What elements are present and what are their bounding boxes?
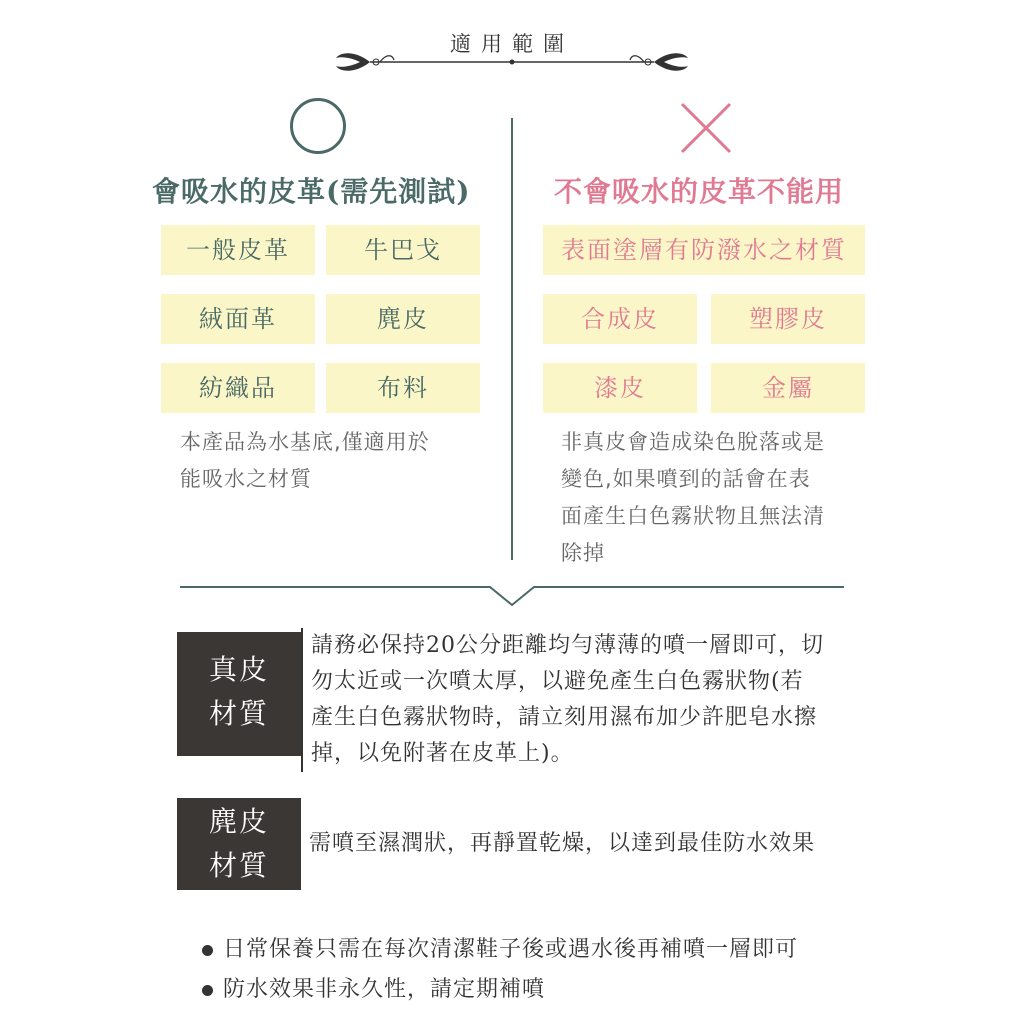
- chip-suitable: 紡織品: [161, 363, 315, 413]
- bullet-icon: [202, 945, 213, 956]
- chip-suitable: 牛巴戈: [326, 225, 480, 275]
- desc-line: 需噴至濕潤狀，再靜置乾燥，以達到最佳防水效果: [309, 831, 816, 856]
- chip-suitable: 絨面革: [161, 294, 315, 344]
- desc-line: 請務必保持20公分距離均勻薄薄的噴一層即可，切: [311, 633, 824, 658]
- chip-unsuitable: 合成皮: [543, 294, 697, 344]
- vertical-divider: [511, 118, 513, 560]
- suede-text: [309, 826, 869, 862]
- right-note: [561, 424, 825, 572]
- desc-line: 勿太近或一次噴太厚，以避免產生白色霧狀物(若: [311, 669, 804, 694]
- label-line: 麂皮: [208, 805, 269, 838]
- horizontal-divider: [180, 586, 844, 616]
- bullet-text: 防水效果非永久性，請定期補噴: [223, 977, 546, 1002]
- label-line: 真皮: [208, 653, 269, 686]
- note-line: 非真皮會造成染色脫落或是: [561, 430, 825, 454]
- label-line: 材質: [208, 697, 269, 730]
- chip-suitable: 布料: [326, 363, 480, 413]
- note-line: 面產生白色霧狀物且無法清: [561, 504, 825, 528]
- label-suede: [177, 798, 301, 890]
- note-line: 除掉: [561, 541, 605, 565]
- chip-unsuitable: 漆皮: [543, 363, 697, 413]
- label-line: 材質: [208, 849, 269, 882]
- desc-line: 產生白色霧狀物時，請立刻用濕布加少許肥皂水擦: [311, 705, 818, 730]
- genuine-leather-text: [301, 628, 871, 772]
- chip-suitable: 麂皮: [326, 294, 480, 344]
- section-title: 適用範圍: [450, 32, 574, 56]
- list-item: [202, 970, 798, 1010]
- chip-unsuitable: 塑膠皮: [711, 294, 865, 344]
- list-item: [202, 930, 798, 970]
- bullet-text: 日常保養只需在每次清潔鞋子後或遇水後再補噴一層即可: [223, 937, 799, 962]
- right-heading: 不會吸水的皮革不能用: [554, 175, 845, 208]
- left-note: [180, 424, 430, 498]
- note-line: 本產品為水基底,僅適用於: [180, 430, 430, 454]
- left-heading: 會吸水的皮革(需先測試): [152, 175, 471, 208]
- chip-unsuitable: 金屬: [711, 363, 865, 413]
- bullet-list: [202, 930, 798, 1010]
- note-line: 能吸水之材質: [180, 467, 312, 491]
- bullet-icon: [202, 985, 213, 996]
- desc-line: 掉，以免附著在皮革上)。: [311, 741, 574, 766]
- chip-unsuitable: 表面塗層有防潑水之材質: [543, 225, 865, 275]
- cross-icon: [678, 100, 734, 156]
- note-line: 變色,如果噴到的話會在表: [561, 467, 811, 491]
- chip-suitable: 一般皮革: [161, 225, 315, 275]
- label-genuine-leather: [177, 632, 301, 756]
- ornament-divider: [330, 40, 694, 80]
- circle-icon: [290, 98, 346, 154]
